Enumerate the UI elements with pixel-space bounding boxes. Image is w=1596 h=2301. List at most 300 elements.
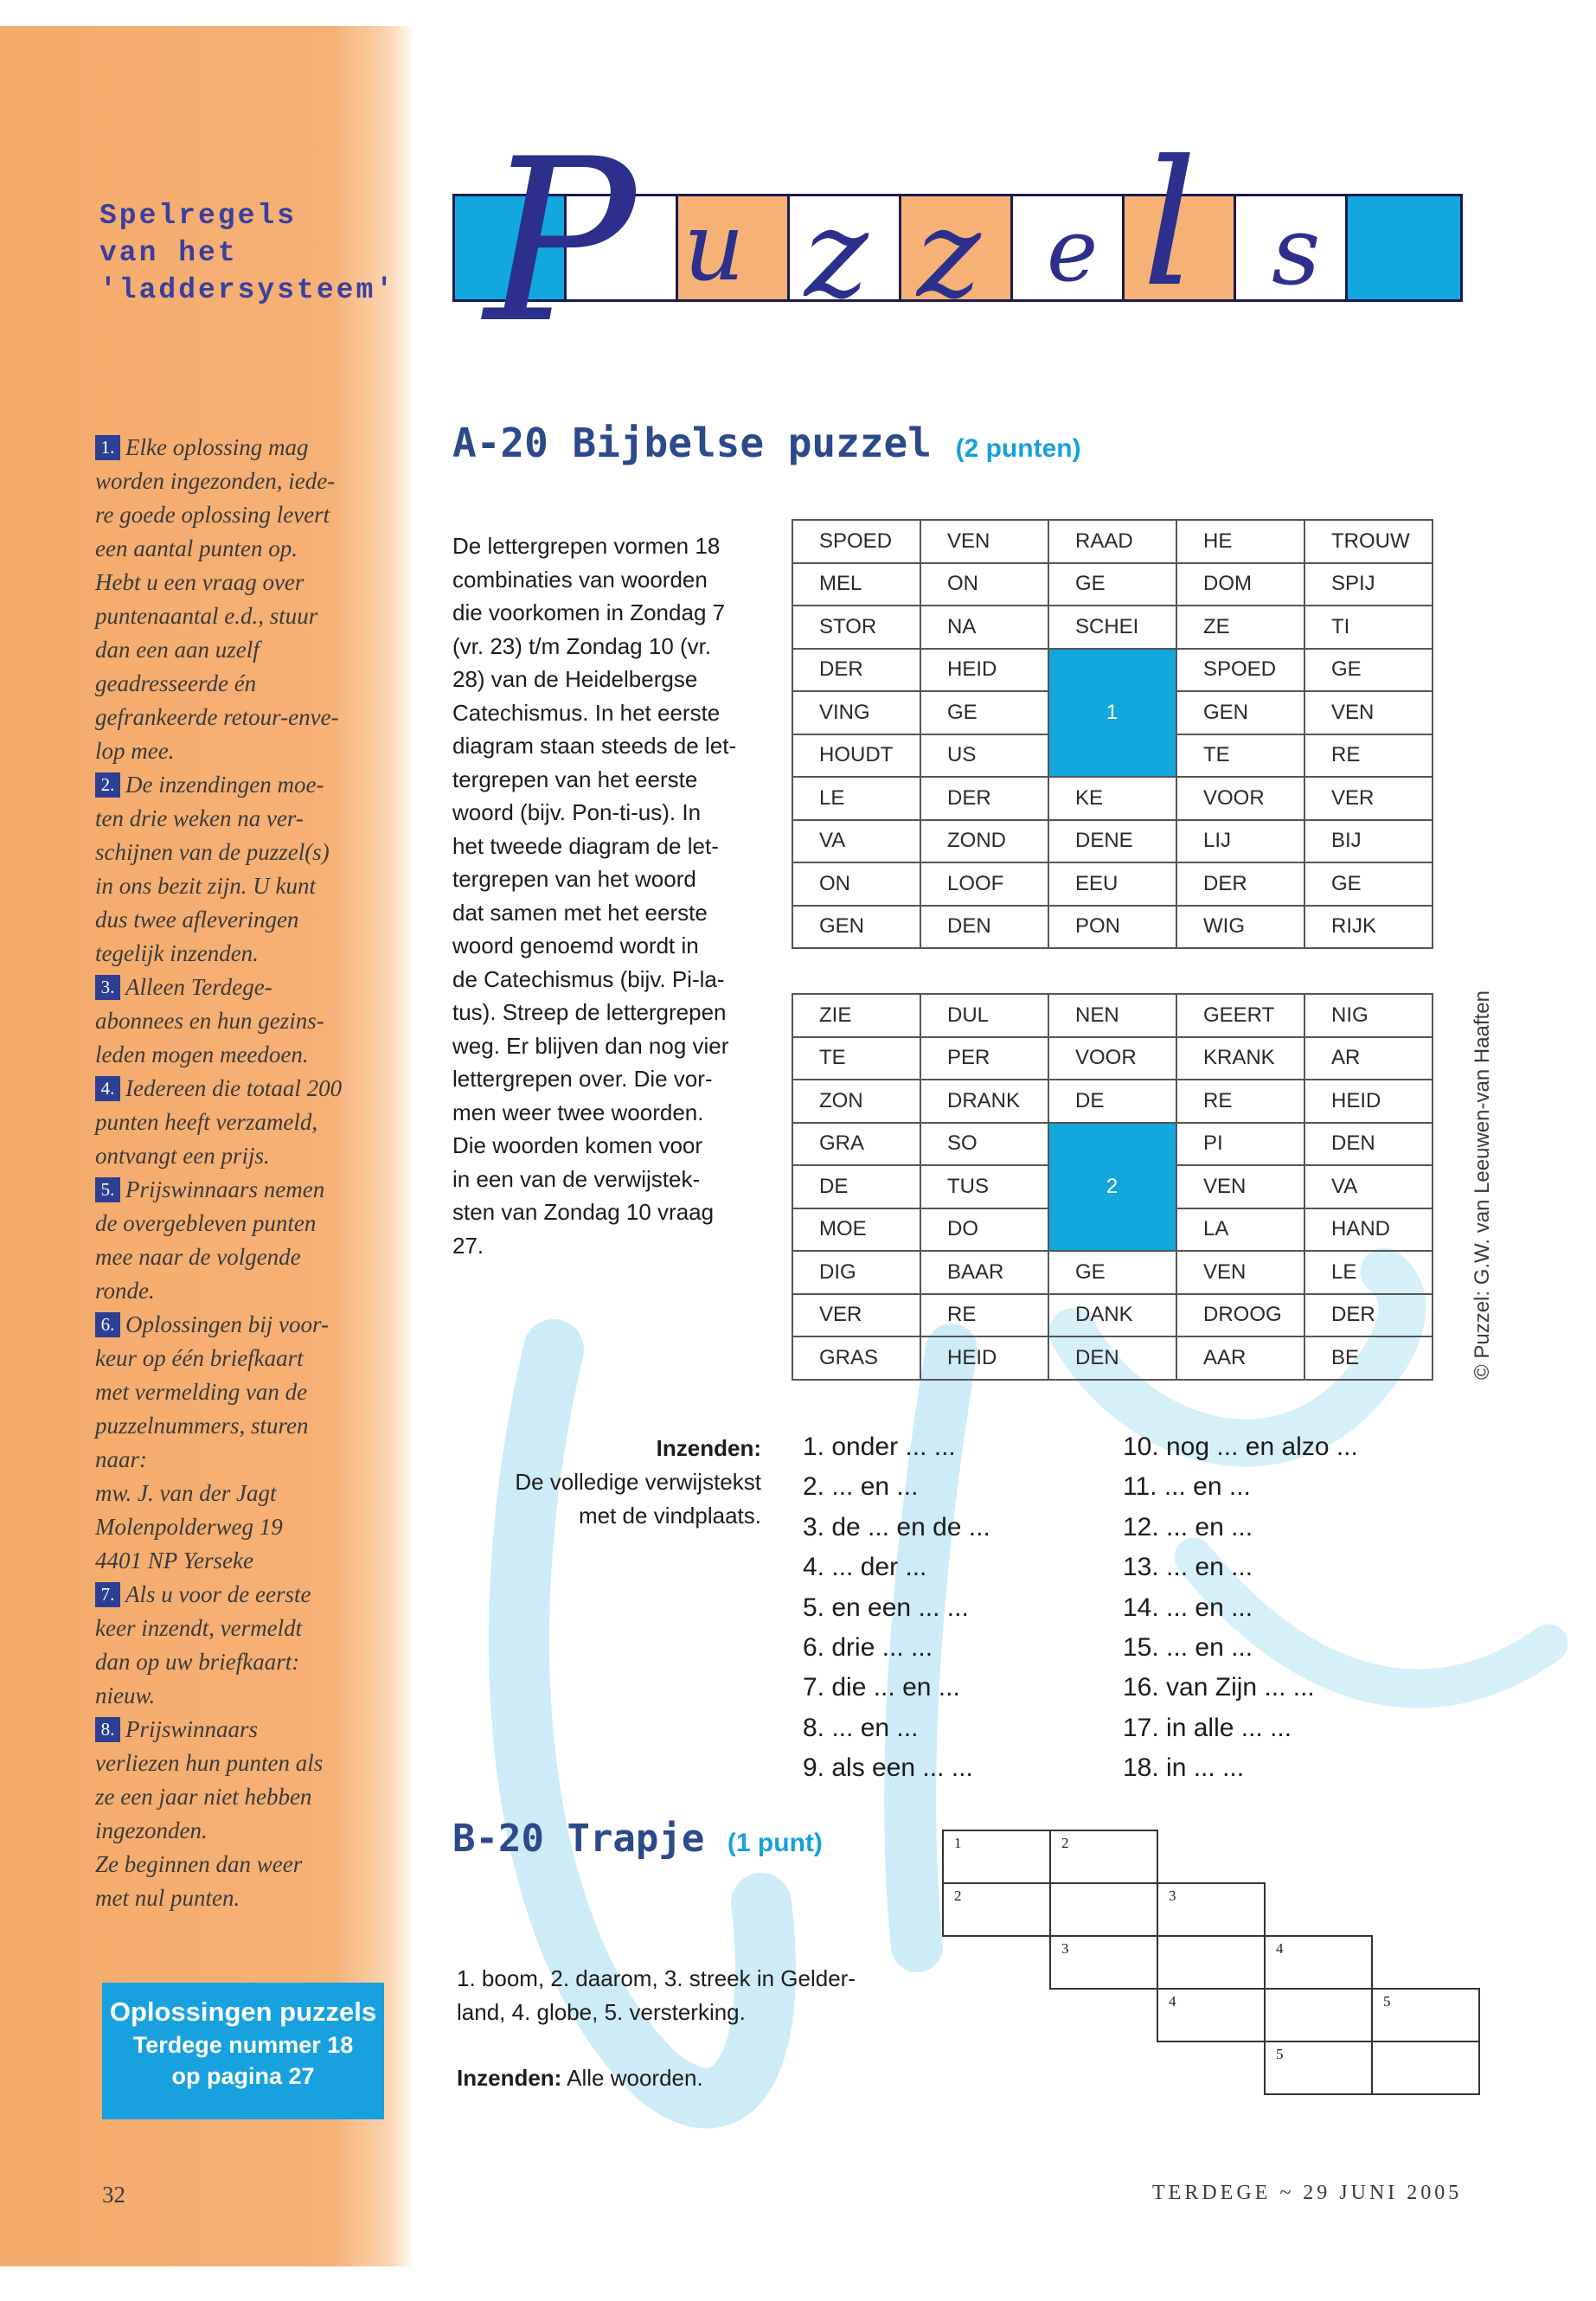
grid-cell[interactable]: BE	[1304, 1336, 1433, 1380]
rule-text: Elke oplossing mag	[125, 434, 309, 460]
rule-line	[95, 1848, 389, 1881]
rule-text: ontvangt een prijs.	[95, 1143, 270, 1169]
grid-cell[interactable]: LIJ	[1176, 820, 1304, 863]
grid-cell[interactable]: NA	[920, 606, 1048, 649]
puzzle-b-submit	[457, 2065, 703, 2092]
rule-text: in ons bezit zijn. U kunt	[95, 873, 316, 899]
rule-text: ingezonden.	[95, 1817, 208, 1843]
grid-cell[interactable]: LOOF	[920, 862, 1048, 906]
clue-item: 1. onder ... ...	[803, 1433, 956, 1461]
rule-line	[95, 1578, 389, 1612]
rule-line	[95, 1443, 389, 1477]
grid-cell[interactable]: GE	[1048, 563, 1176, 606]
rules-list	[95, 431, 389, 1915]
rule-number-badge: 2.	[95, 772, 120, 798]
intro-line: diagram staan steeds de let-	[452, 733, 737, 759]
intro-line: 27.	[452, 1232, 484, 1259]
rule-text: dan op uw briefkaart:	[95, 1649, 300, 1675]
grid-cell[interactable]: MOE	[792, 1208, 920, 1252]
rule-line	[95, 1679, 389, 1713]
intro-line: tus). Streep de lettergrepen	[452, 999, 727, 1025]
puzzle-b-clues	[457, 1962, 907, 2029]
header-letter: P	[484, 112, 636, 373]
rule-text: de overgebleven punten	[95, 1210, 317, 1236]
grid-row	[792, 1251, 1433, 1294]
grid-cell[interactable]: ZIE	[792, 994, 920, 1037]
grid-cell[interactable]: RE	[1304, 734, 1433, 778]
header-letter: e	[1047, 200, 1099, 301]
rule-text: een aantal punten op.	[95, 535, 298, 561]
grid-cell[interactable]: DER	[920, 777, 1048, 820]
grid-cell[interactable]: DUL	[920, 994, 1048, 1037]
rule-text: punten heeft verzameld,	[95, 1109, 318, 1135]
grid-row	[792, 1294, 1433, 1337]
clue-item: 11. ... en ...	[1123, 1472, 1251, 1502]
clue-item: 9. als een ... ...	[803, 1753, 973, 1783]
clue-item: 15. ... en ...	[1123, 1633, 1253, 1663]
rule-text: ronde.	[95, 1278, 155, 1304]
grid-cell[interactable]: TE	[1176, 734, 1304, 778]
rule-number-badge: 4.	[95, 1076, 120, 1101]
grid-cell[interactable]: VOOR	[1176, 777, 1304, 820]
intro-line: tergrepen van het eerste	[452, 766, 698, 792]
rule-text: nieuw.	[95, 1682, 156, 1708]
solutions-page: op pagina 27	[171, 2063, 315, 2089]
grid-cell[interactable]: DENE	[1048, 820, 1176, 863]
grid-cell[interactable]: DEN	[1048, 1336, 1176, 1380]
rule-text: Als u voor de eerste	[125, 1581, 311, 1607]
rule-number-badge: 8.	[95, 1717, 120, 1742]
header-letter: u	[683, 191, 745, 302]
clue-item: 12. ... en ...	[1123, 1512, 1253, 1541]
clue-line: land, 4. globe, 5. versterking.	[457, 1999, 746, 2025]
grid-cell[interactable]: HAND	[1304, 1208, 1433, 1252]
grid-cell[interactable]: RIJK	[1304, 906, 1433, 949]
solutions-box	[102, 1983, 384, 2119]
grid-cell[interactable]: KE	[1048, 777, 1176, 820]
grid-cell[interactable]: BAAR	[920, 1251, 1048, 1294]
grid-row	[792, 820, 1433, 863]
rule-text: 4401 NP Yerseke	[95, 1548, 254, 1574]
clue-item: 4. ... der ...	[803, 1553, 927, 1582]
grid-cell[interactable]: TE	[792, 1037, 920, 1080]
rule-text: Oplossingen bij voor-	[125, 1311, 329, 1337]
grid-cell[interactable]: RAAD	[1048, 520, 1176, 563]
solutions-title: Oplossingen puzzels	[109, 1997, 377, 2027]
rule-text: Molenpolderweg 19	[95, 1514, 283, 1540]
grid-cell[interactable]: GEERT	[1176, 994, 1304, 1037]
submit-label: Inzenden:	[656, 1435, 761, 1461]
rule-line	[95, 1173, 389, 1207]
rule-text: geadresseerde én	[95, 670, 257, 696]
rule-text: mee naar de volgende	[95, 1244, 301, 1270]
rule-text: Alleen Terdege-	[125, 974, 272, 1000]
cell-number: 4	[1169, 1993, 1176, 2009]
submit-text-line: met de vindplaats.	[578, 1503, 761, 1529]
rule-line	[95, 566, 389, 599]
grid-cell[interactable]: STOR	[792, 606, 920, 649]
rules-title	[99, 197, 396, 309]
rule-line	[95, 1342, 389, 1375]
rule-line	[95, 1881, 389, 1915]
intro-line: lettergrepen over. Die vor-	[452, 1066, 713, 1092]
grid-cell[interactable]: SPOED	[1176, 649, 1304, 692]
grid-cell[interactable]: DER	[792, 649, 920, 692]
grid-cell[interactable]: LA	[1176, 1208, 1304, 1252]
grid-row	[792, 1336, 1433, 1380]
clue-item: 7. die ... en ...	[803, 1673, 960, 1702]
rule-text: lop mee.	[95, 738, 175, 764]
cell-number: 3	[1061, 1940, 1069, 1957]
rule-line	[95, 1409, 389, 1443]
intro-line: combinaties van woorden	[452, 566, 708, 593]
grid-cell[interactable]: HE	[1176, 520, 1304, 563]
grid-row	[792, 777, 1433, 820]
grid-cell[interactable]: TI	[1304, 606, 1433, 649]
cell-number: 2	[954, 1888, 962, 1904]
rule-number-badge: 6.	[95, 1312, 120, 1337]
grid-cell[interactable]: AAR	[1176, 1336, 1304, 1380]
grid-cell[interactable]: DO	[920, 1208, 1048, 1252]
rule-text: Ze beginnen dan weer	[95, 1851, 303, 1877]
grid-cell[interactable]: EEU	[1048, 862, 1176, 906]
grid-cell[interactable]: VEN	[1176, 1165, 1304, 1208]
grid-cell[interactable]: KRANK	[1176, 1037, 1304, 1080]
grid-cell[interactable]: DER	[1304, 1294, 1433, 1337]
rule-text: ze een jaar niet hebben	[95, 1784, 312, 1810]
grid-cell[interactable]: ON	[792, 862, 920, 906]
rules-title-line: Spelregels	[99, 200, 298, 232]
rule-text: puzzelnummers, sturen	[95, 1413, 309, 1439]
solutions-issue: Terdege nummer 18	[132, 2032, 354, 2058]
rule-text: abonnees en hun gezins-	[95, 1008, 324, 1034]
grid-cell[interactable]: SPOED	[792, 520, 920, 563]
rules-title-line: 'laddersysteem'	[99, 274, 396, 306]
rule-line	[95, 599, 389, 633]
grid-cell[interactable]: SO	[920, 1123, 1048, 1166]
grid-cell[interactable]: GRAS	[792, 1336, 920, 1380]
rule-text: met vermelding van de	[95, 1379, 308, 1405]
grid-cell[interactable]: HEID	[920, 649, 1048, 692]
grid-cell[interactable]: GE	[1304, 862, 1433, 906]
rule-text: leden mogen meedoen.	[95, 1042, 309, 1067]
clue-item: 14. ... en ...	[1123, 1593, 1253, 1622]
rule-number-badge: 7.	[95, 1582, 120, 1607]
grid-cell[interactable]: VER	[1304, 777, 1433, 820]
staircase-cell[interactable]	[1264, 1935, 1373, 1990]
staircase-cell[interactable]	[1157, 1882, 1266, 1937]
grid-row	[792, 606, 1433, 649]
rule-text: gefrankeerde retour-enve-	[95, 704, 339, 730]
cell-number: 5	[1276, 2046, 1284, 2062]
intro-line: Catechismus. In het eerste	[452, 699, 721, 726]
grid-cell[interactable]: DER	[1176, 862, 1304, 906]
grid-cell[interactable]: VEN	[1304, 691, 1433, 734]
intro-line: de Catechismus (bijv. Pi-la-	[452, 965, 725, 992]
rule-line	[95, 1072, 389, 1106]
intro-line: in een van de verwijstek-	[452, 1165, 701, 1192]
rule-text: met nul punten.	[95, 1885, 240, 1911]
rule-line	[95, 498, 389, 532]
intro-line: tergrepen van het woord	[452, 866, 696, 892]
grid-row	[792, 862, 1433, 906]
rule-text: tegelijk inzenden.	[95, 940, 259, 966]
rule-line	[95, 903, 389, 937]
grid-cell[interactable]: DRANK	[920, 1080, 1048, 1123]
rule-line	[95, 1106, 389, 1139]
rule-line	[95, 1747, 389, 1780]
grid-cell[interactable]: DOM	[1176, 563, 1304, 606]
rule-text: verliezen hun punten als	[95, 1750, 324, 1776]
grid-cell[interactable]: GE	[920, 691, 1048, 734]
header-letter: z	[804, 184, 869, 325]
staircase-cell[interactable]	[1049, 1935, 1158, 1990]
clue-item: 17. in alle ... ...	[1123, 1713, 1292, 1742]
puzzle-credit	[1471, 990, 1505, 1381]
intro-line: het tweede diagram de let-	[452, 832, 719, 859]
staircase-cell[interactable]	[1157, 1935, 1266, 1990]
intro-line: men weer twee woorden.	[452, 1099, 704, 1125]
clue-list-right	[1123, 1427, 1417, 1789]
clue-line: 1. boom, 2. daarom, 3. streek in Gelder-	[457, 1965, 856, 1991]
intro-line: sten van Zondag 10 vraag	[452, 1199, 715, 1225]
submit-text-line: De volledige verwijstekst	[515, 1469, 761, 1495]
grid-cell[interactable]: HEID	[1304, 1080, 1433, 1123]
grid-cell[interactable]: LE	[1304, 1251, 1433, 1294]
grid-cell[interactable]: MEL	[792, 563, 920, 606]
rules-title-line: van het	[99, 237, 238, 269]
rule-line	[95, 1780, 389, 1814]
puzzle-a-name: A-20 Bijbelse puzzel	[452, 420, 932, 466]
staircase-cell[interactable]	[1264, 2041, 1373, 2095]
header-letter: l	[1142, 124, 1197, 325]
staircase-cell[interactable]	[1049, 1882, 1158, 1937]
cell-number: 3	[1169, 1888, 1176, 1904]
rule-text: naar:	[95, 1446, 147, 1472]
header-cell	[1345, 194, 1463, 302]
rule-line	[95, 1477, 389, 1510]
rule-line	[95, 869, 389, 903]
rule-line	[95, 1308, 389, 1342]
grid-cell[interactable]: TUS	[920, 1165, 1048, 1208]
grid-cell[interactable]: ZON	[792, 1080, 920, 1123]
clue-item: 2. ... en ...	[803, 1472, 919, 1502]
staircase-cell[interactable]	[942, 1882, 1051, 1937]
grid-cell[interactable]: US	[920, 734, 1048, 778]
grid-cell[interactable]: DIG	[792, 1251, 920, 1294]
grid-number-cell: 2	[1048, 1123, 1176, 1252]
rule-line	[95, 1240, 389, 1274]
rule-text: dan een aan uzelf	[95, 637, 260, 663]
rule-number-badge: 5.	[95, 1177, 120, 1202]
grid-cell[interactable]: DROOG	[1176, 1294, 1304, 1337]
puzzle-b-title	[452, 1817, 823, 1861]
page-number: 32	[102, 2182, 125, 2208]
rule-line	[95, 431, 389, 465]
grid-cell[interactable]: ON	[920, 563, 1048, 606]
grid-cell[interactable]: SCHEI	[1048, 606, 1176, 649]
grid-row	[792, 1123, 1433, 1166]
grid-cell[interactable]: GEN	[1176, 691, 1304, 734]
puzzle-a-submit	[467, 1432, 761, 1533]
grid-cell[interactable]: SPIJ	[1304, 563, 1433, 606]
rule-text: re goede oplossing levert	[95, 502, 330, 528]
submit-text: Alle woorden.	[567, 2065, 703, 2091]
grid-cell[interactable]: HOUDT	[792, 734, 920, 778]
grid-cell[interactable]: NEN	[1048, 994, 1176, 1037]
rule-number-badge: 3.	[95, 975, 120, 1000]
syllable-grid-1	[792, 519, 1433, 949]
rule-line	[95, 1544, 389, 1578]
grid-cell[interactable]: RE	[1176, 1080, 1304, 1123]
grid-cell[interactable]: RE	[920, 1294, 1048, 1337]
grid-cell[interactable]: DEN	[1304, 1123, 1433, 1166]
rule-text: De inzendingen moe-	[125, 772, 324, 798]
grid-cell[interactable]: ZOND	[920, 820, 1048, 863]
puzzle-a-intro	[452, 529, 764, 1262]
cell-number: 2	[1061, 1835, 1069, 1851]
rule-text: schijnen van de puzzel(s)	[95, 839, 330, 865]
grid-cell[interactable]: ZE	[1176, 606, 1304, 649]
rule-text: worden ingezonden, iede-	[95, 468, 336, 494]
grid-row	[792, 994, 1433, 1037]
grid-cell[interactable]: WIG	[1176, 906, 1304, 949]
grid-cell[interactable]: DANK	[1048, 1294, 1176, 1337]
grid-cell[interactable]: PER	[920, 1037, 1048, 1080]
puzzle-b-name: B-20 Trapje	[452, 1817, 705, 1861]
clue-list-left	[803, 1427, 1097, 1789]
staircase-cell[interactable]	[942, 1830, 1051, 1884]
grid-cell[interactable]: LE	[792, 777, 920, 820]
intro-line: De lettergrepen vormen 18	[452, 533, 721, 559]
grid-cell[interactable]: VOOR	[1048, 1037, 1176, 1080]
grid-cell[interactable]: NIG	[1304, 994, 1433, 1037]
puzzle-b-points: (1 punt)	[727, 1829, 823, 1857]
intro-line: dat samen met het eerste	[452, 899, 708, 926]
submit-label: Inzenden:	[457, 2065, 562, 2091]
grid-cell[interactable]: VER	[792, 1294, 920, 1337]
grid-cell[interactable]: VEN	[920, 520, 1048, 563]
rule-line	[95, 802, 389, 836]
puzzle-a-title	[452, 420, 1081, 466]
grid-cell[interactable]: HEID	[920, 1336, 1048, 1380]
rule-line	[95, 1814, 389, 1848]
rule-line	[95, 937, 389, 971]
cell-number: 4	[1276, 1940, 1284, 1957]
grid-row	[792, 520, 1433, 563]
rule-line	[95, 1510, 389, 1544]
grid-row	[792, 1037, 1433, 1080]
rule-line	[95, 465, 389, 498]
grid-cell[interactable]: BIJ	[1304, 820, 1433, 863]
intro-line: woord (bijv. Pon-ti-us). In	[452, 799, 702, 825]
grid-cell[interactable]: AR	[1304, 1037, 1433, 1080]
rule-line	[95, 532, 389, 566]
rule-text: mw. J. van der Jagt	[95, 1480, 277, 1506]
rule-text: dus twee afleveringen	[95, 907, 299, 933]
rule-line	[95, 768, 389, 802]
rule-text: keur op één briefkaart	[95, 1345, 304, 1371]
clue-item: 8. ... en ...	[803, 1713, 919, 1742]
credit-text: © Puzzel: G.W. van Leeuwen-van Haaften	[1471, 990, 1494, 1380]
intro-line: (vr. 23) t/m Zondag 10 (vr.	[452, 632, 712, 659]
staircase-cell[interactable]	[1371, 2041, 1480, 2095]
clue-item: 5. en een ... ...	[803, 1593, 969, 1622]
grid-cell[interactable]: PI	[1176, 1123, 1304, 1166]
staircase-cell[interactable]	[1049, 1830, 1158, 1884]
grid-cell[interactable]: GE	[1048, 1251, 1176, 1294]
staircase-cell[interactable]	[1371, 1988, 1480, 2042]
cell-number: 1	[954, 1835, 962, 1851]
grid-cell[interactable]: DEN	[920, 906, 1048, 949]
grid-cell[interactable]: GE	[1304, 649, 1433, 692]
syllable-grid-2	[792, 993, 1433, 1381]
rule-line	[95, 971, 389, 1004]
rule-text: puntenaantal e.d., stuur	[95, 603, 318, 629]
grid-row	[792, 649, 1433, 692]
grid-row	[792, 1080, 1433, 1123]
rule-line	[95, 1207, 389, 1240]
rule-text: Hebt u een vraag over	[95, 569, 304, 595]
intro-line: 28) van de Heidelbergse	[452, 666, 698, 692]
intro-line: woord genoemd wordt in	[452, 933, 699, 958]
staircase-cell[interactable]	[1157, 1988, 1266, 2042]
clue-item: 10. nog ... en alzo ...	[1123, 1433, 1358, 1461]
grid-cell[interactable]: DE	[1048, 1080, 1176, 1123]
grid-number-cell: 1	[1048, 649, 1176, 778]
grid-row	[792, 563, 1433, 606]
cell-number: 5	[1383, 1993, 1391, 2009]
clue-item: 13. ... en ...	[1123, 1553, 1253, 1582]
rule-line	[95, 701, 389, 734]
grid-cell[interactable]: GEN	[792, 906, 920, 949]
grid-cell[interactable]: PON	[1048, 906, 1176, 949]
rule-line	[95, 836, 389, 869]
grid-cell[interactable]: GRA	[792, 1123, 920, 1166]
rule-line	[95, 1004, 389, 1038]
grid-row	[792, 906, 1433, 949]
clue-item: 18. in ... ...	[1123, 1753, 1245, 1783]
staircase-cell[interactable]	[1264, 1988, 1373, 2042]
rule-line	[95, 1038, 389, 1072]
rule-line	[95, 1612, 389, 1645]
rule-line	[95, 1375, 389, 1409]
page-footer: TERDEGE ~ 29 JUNI 2005	[1152, 2182, 1463, 2204]
rule-line	[95, 1139, 389, 1173]
rule-line	[95, 734, 389, 768]
rule-line	[95, 633, 389, 667]
grid-cell[interactable]: TROUW	[1304, 520, 1433, 563]
rule-line	[95, 1713, 389, 1747]
clue-item: 3. de ... en de ...	[803, 1512, 990, 1541]
grid-cell[interactable]: VA	[1304, 1165, 1433, 1208]
intro-line: die voorkomen in Zondag 7	[452, 599, 726, 625]
rule-text: keer inzendt, vermeldt	[95, 1615, 303, 1641]
intro-line: weg. Er blijven dan nog vier	[452, 1032, 729, 1059]
rule-text: ten drie weken na ver-	[95, 805, 304, 831]
grid-cell[interactable]: VA	[792, 820, 920, 863]
clue-item: 16. van Zijn ... ...	[1123, 1673, 1315, 1702]
rule-number-badge: 1.	[95, 435, 120, 460]
rule-line	[95, 1645, 389, 1679]
grid-cell[interactable]: VING	[792, 691, 920, 734]
grid-cell[interactable]: DE	[792, 1165, 920, 1208]
intro-line: Die woorden komen voor	[452, 1132, 703, 1158]
grid-cell[interactable]: VEN	[1176, 1251, 1304, 1294]
header-letter: s	[1272, 195, 1321, 306]
clue-item: 6. drie ... ...	[803, 1633, 933, 1663]
rule-text: Prijswinnaars nemen	[125, 1176, 325, 1202]
